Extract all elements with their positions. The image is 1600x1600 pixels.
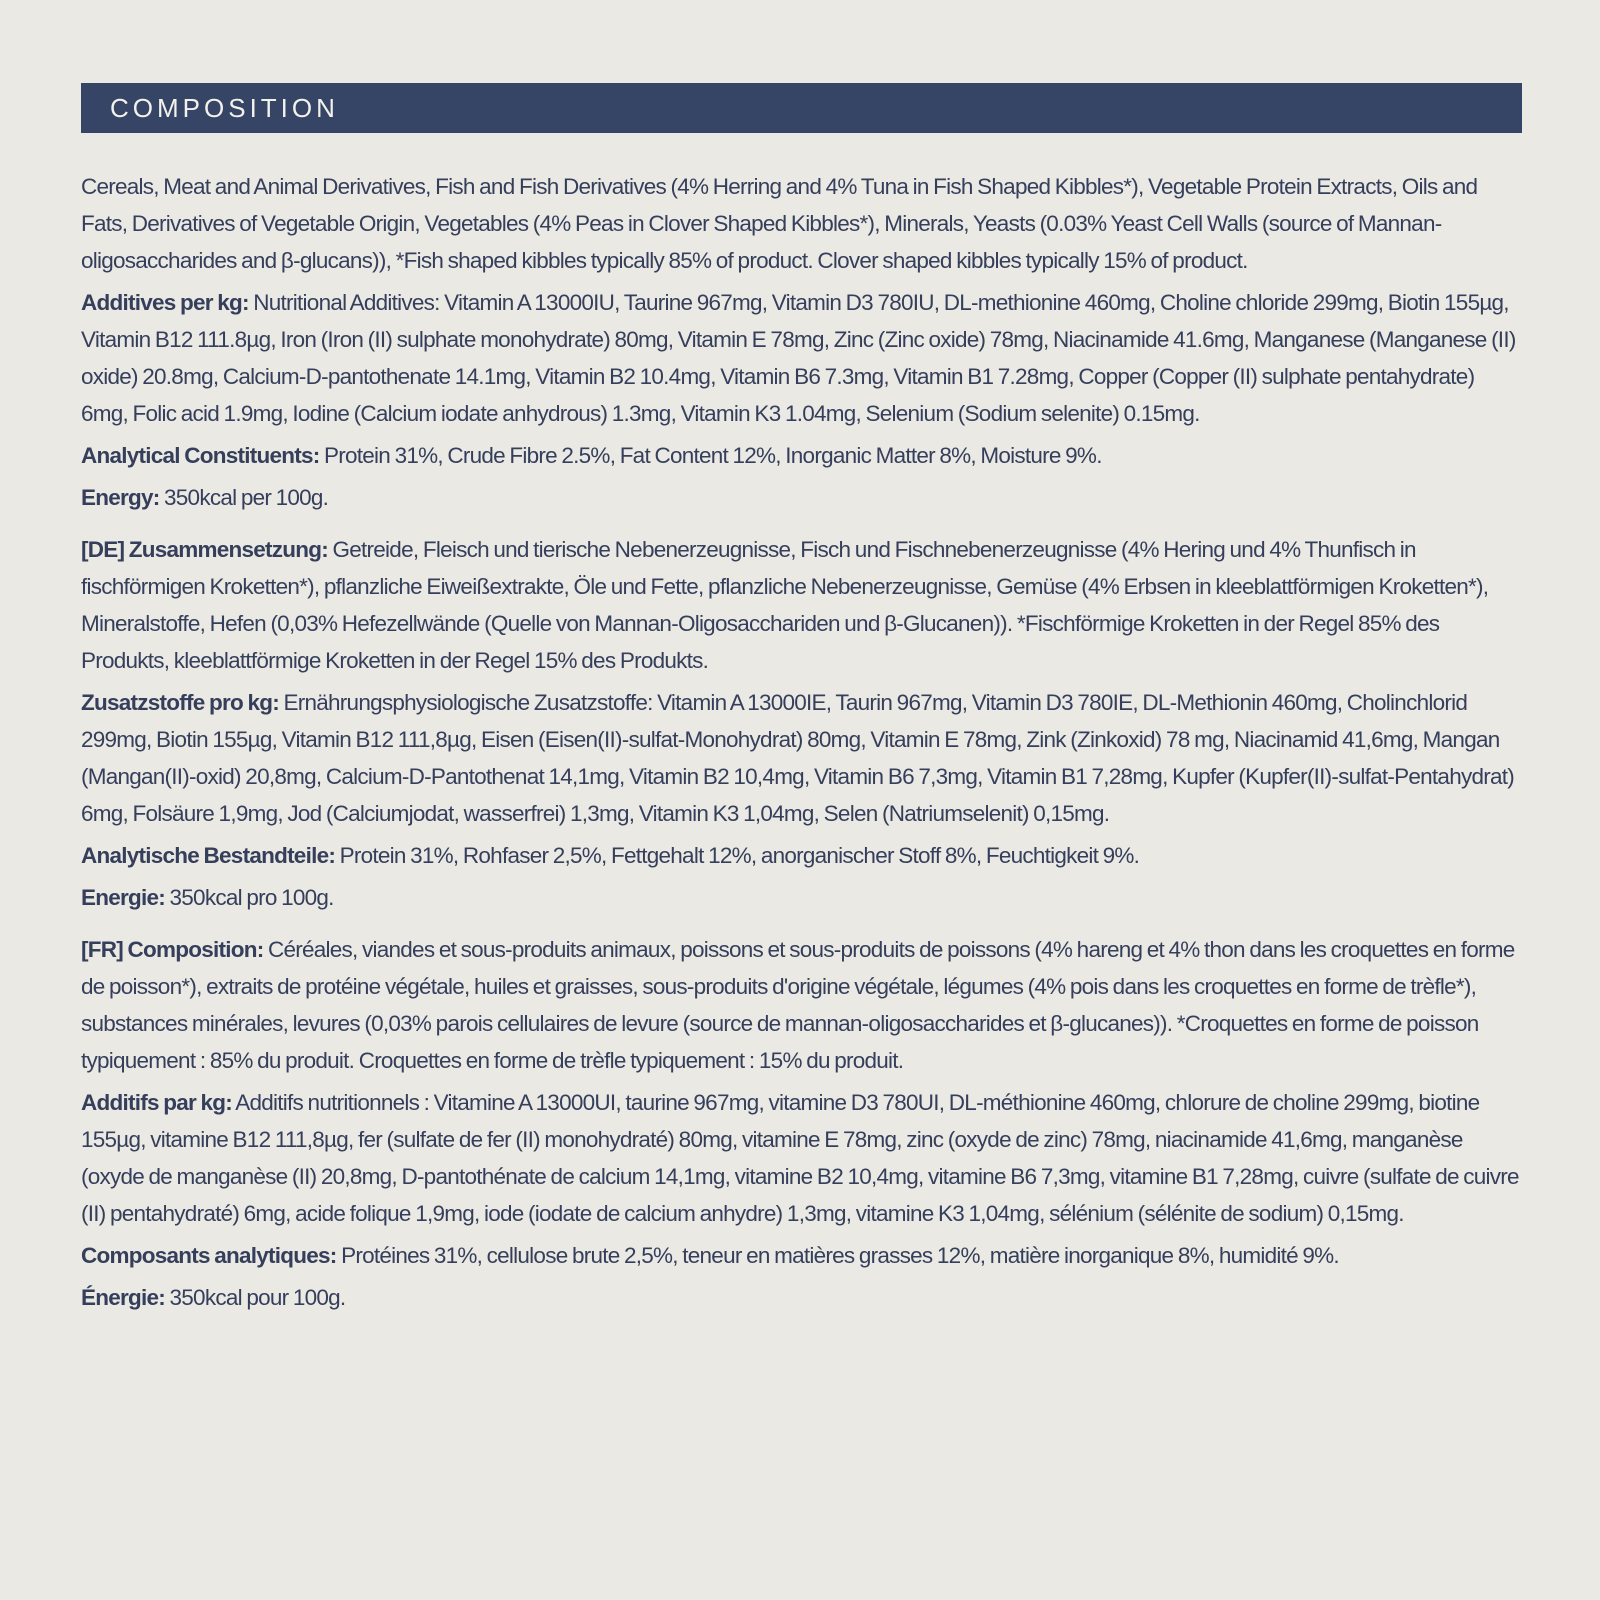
de-analytical-text: Protein 31%, Rohfaser 2,5%, Fettgehalt 12%, anorganischer Stoff 8%, Feuchtigkeit 9%. bbox=[335, 843, 1140, 868]
fr-analytical bbox=[81, 1237, 1522, 1274]
de-composition bbox=[81, 531, 1522, 679]
en-additives-text: Nutritional Additives: Vitamin A 13000IU, Taurine 967mg, Vitamin D3 780IU, DL-methionine 460mg, Choline chloride 299mg, Biotin 155µg, Vitamin B12 111.8µg, Iron (Iron (II) sulphate monohydrate) 80mg, Vitamin E 78mg, Zinc (Zinc oxide) 78mg, Niacinamide 41.6mg, Manganese (Manganese (II) oxide) 20.8mg, Calcium-D-pantothenate 14.1mg, Vitamin B2 10.4mg, Vitamin B6 7.3mg, Vitamin B1 7.28mg, Copper (Copper (II) sulphate pentahydrate) 6mg, Folic acid 1.9mg, Iodine (Calcium iodate anhydrous) 1.3mg, Vitamin K3 1.04mg, Selenium (Sodium selenite) 0.15mg. bbox=[81, 290, 1516, 426]
en-analytical-text: Protein 31%, Crude Fibre 2.5%, Fat Content 12%, Inorganic Matter 8%, Moisture 9%. bbox=[319, 443, 1102, 468]
de-analytical bbox=[81, 837, 1522, 874]
fr-additives-label: Additifs par kg: bbox=[81, 1090, 233, 1115]
composition-content bbox=[81, 168, 1522, 1321]
fr-additives bbox=[81, 1084, 1522, 1232]
de-energy bbox=[81, 879, 1522, 916]
de-composition-text: Getreide, Fleisch und tierische Nebenerzeugnisse, Fisch und Fischnebenerzeugnisse (4% Hering und 4% Thunfisch in fischförmigen Kroketten*), pflanzliche Eiweißextrakte, Öle und Fette, pflanzliche Nebenerzeugnisse, Gemüse (4% Erbsen in kleeblattförmigen Kroketten*), Mineralstoffe, Hefen (0,03% Hefezellwände (Quelle von Mannan-Oligosacchariden und β-Glucanen)). *Fischförmige Kroketten in der Regel 85% des Produkts, kleeblattförmige Kroketten in der Regel 15% des Produkts. bbox=[81, 537, 1489, 673]
fr-composition bbox=[81, 931, 1522, 1079]
de-additives-label: Zusatzstoffe pro kg: bbox=[81, 690, 280, 715]
en-energy bbox=[81, 479, 1522, 516]
section-header-bar bbox=[81, 83, 1522, 133]
en-additives bbox=[81, 284, 1522, 432]
fr-analytical-text: Protéines 31%, cellulose brute 2,5%, teneur en matières grasses 12%, matière inorganique 8%, humidité 9%. bbox=[336, 1243, 1339, 1268]
section-title: COMPOSITION bbox=[110, 92, 339, 123]
en-energy-text: 350kcal per 100g. bbox=[159, 485, 329, 510]
de-additives bbox=[81, 684, 1522, 832]
fr-composition-text: Céréales, viandes et sous-produits animaux, poissons et sous-produits de poissons (4% hareng et 4% thon dans les croquettes en forme de poisson*), extraits de protéine végétale, huiles et graisses, sous-produits d'origine végétale, légumes (4% pois dans les croquettes en forme de trèfle*), substances minérales, levures (0,03% parois cellulaires de levure (source de mannan-oligosaccharides et β-glucanes)). *Croquettes en forme de poisson typiquement : 85% du produit. Croquettes en forme de trèfle typiquement : 15% du produit. bbox=[81, 937, 1515, 1073]
fr-composition-label: [FR] Composition: bbox=[81, 937, 264, 962]
en-analytical bbox=[81, 437, 1522, 474]
en-composition-text: Cereals, Meat and Animal Derivatives, Fish and Fish Derivatives (4% Herring and 4% Tuna in Fish Shaped Kibbles*), Vegetable Protein Extracts, Oils and Fats, Derivatives of Vegetable Origin, Vegetables (4% Peas in Clover Shaped Kibbles*), Minerals, Yeasts (0.03% Yeast Cell Walls (source of Mannan-oligosaccharides and β-glucans)), *Fish shaped kibbles typically 85% of product. Clover shaped kibbles typically 15% of product. bbox=[81, 174, 1478, 273]
fr-energy-label: Énergie: bbox=[81, 1285, 166, 1310]
de-energy-text: 350kcal pro 100g. bbox=[165, 885, 334, 910]
fr-energy bbox=[81, 1279, 1522, 1316]
fr-additives-text: Additifs nutritionnels : Vitamine A 13000UI, taurine 967mg, vitamine D3 780UI, DL-méthionine 460mg, chlorure de choline 299mg, biotine 155µg, vitamine B12 111,8µg, fer (sulfate de fer (II) monohydraté) 80mg, vitamine E 78mg, zinc (oxyde de zinc) 78mg, niacinamide 41,6mg, manganèse (oxyde de manganèse (II) 20,8mg, D-pantothénate de calcium 14,1mg, vitamine B2 10,4mg, vitamine B6 7,3mg, vitamine B1 7,28mg, cuivre (sulfate de cuivre (II) pentahydraté) 6mg, acide folique 1,9mg, iode (iodate de calcium anhydre) 1,3mg, vitamine K3 1,04mg, sélénium (sélénite de sodium) 0,15mg. bbox=[81, 1090, 1519, 1226]
de-analytical-label: Analytische Bestandteile: bbox=[81, 843, 336, 868]
de-energy-label: Energie: bbox=[81, 885, 166, 910]
de-additives-text: Ernährungsphysiologische Zusatzstoffe: Vitamin A 13000IE, Taurin 967mg, Vitamin D3 780IE, DL-Methionin 460mg, Cholinchlorid 299mg, Biotin 155µg, Vitamin B12 111,8µg, Eisen (Eisen(II)-sulfat-Monohydrat) 80mg, Vitamin E 78mg, Zink (Zinkoxid) 78 mg, Niacinamid 41,6mg, Mangan (Mangan(II)-oxid) 20,8mg, Calcium-D-Pantothenat 14,1mg, Vitamin B2 10,4mg, Vitamin B6 7,3mg, Vitamin B1 7,28mg, Kupfer (Kupfer(II)-sulfat-Pentahydrat) 6mg, Folsäure 1,9mg, Jod (Calciumjodat, wasserfrei) 1,3mg, Vitamin K3 1,04mg, Selen (Natriumselenit) 0,15mg. bbox=[81, 690, 1514, 826]
en-analytical-label: Analytical Constituents: bbox=[81, 443, 320, 468]
fr-energy-text: 350kcal pour 100g. bbox=[165, 1285, 346, 1310]
fr-analytical-label: Composants analytiques: bbox=[81, 1243, 337, 1268]
en-composition bbox=[81, 168, 1522, 279]
en-additives-label: Additives per kg: bbox=[81, 290, 249, 315]
de-composition-label: [DE] Zusammensetzung: bbox=[81, 537, 329, 562]
en-energy-label: Energy: bbox=[81, 485, 160, 510]
